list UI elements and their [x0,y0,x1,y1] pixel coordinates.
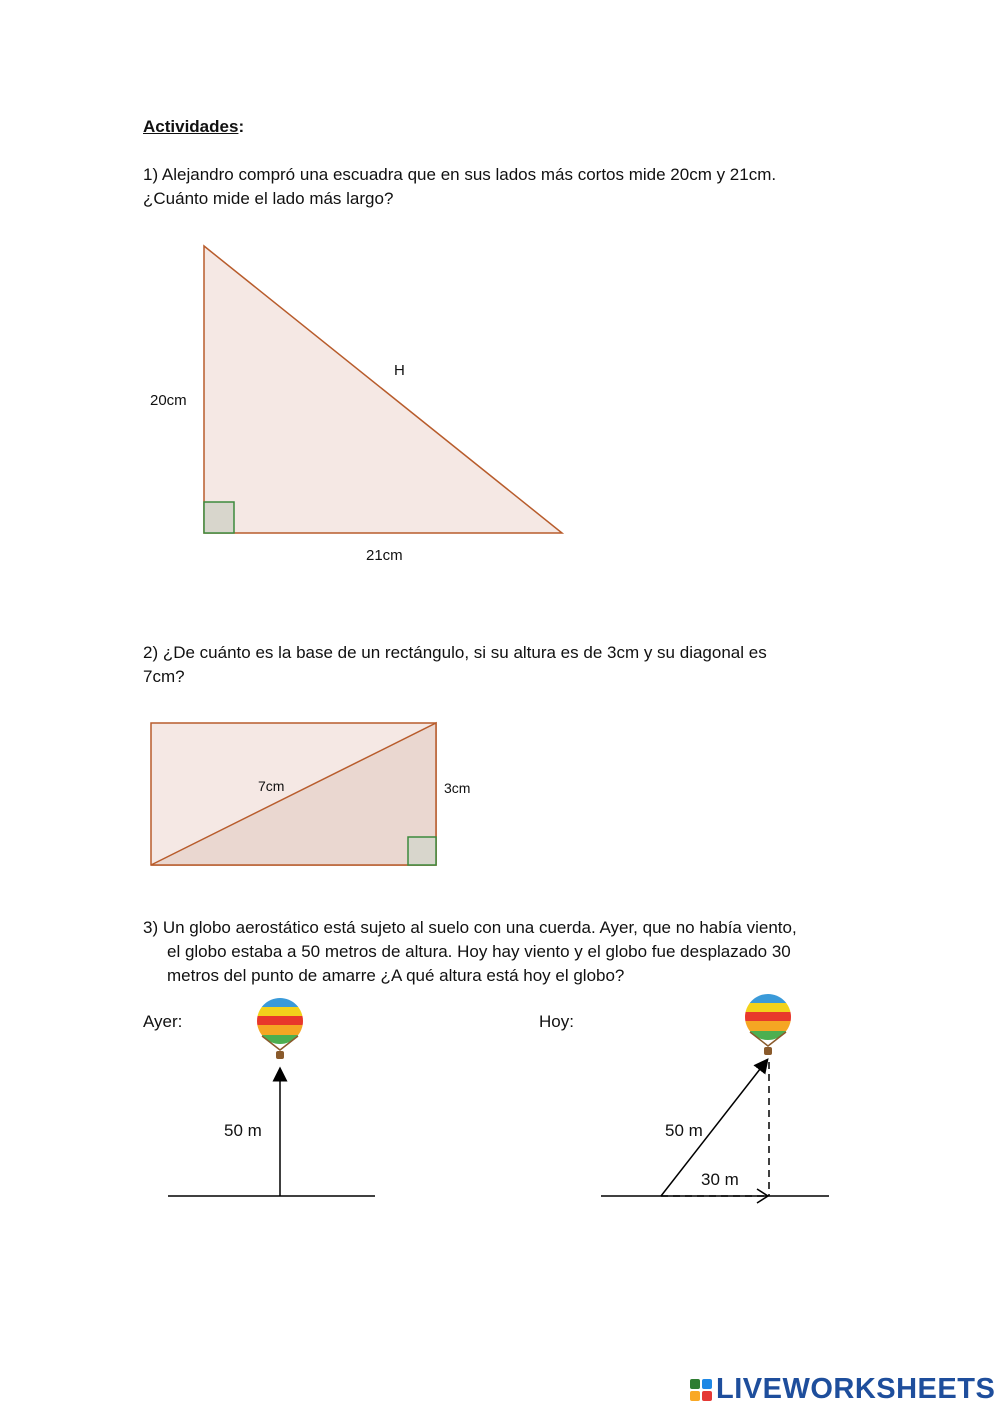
q1-base-label: 21cm [366,547,403,564]
today-balloon-icon [744,993,792,1055]
today-shift-label: 30 m [701,1170,739,1189]
q1-line-1: 1) Alejandro compró una escuadra que en sus lados más cortos mide 20cm y 21cm. [143,165,777,184]
logo-grid-icon [690,1379,712,1401]
q3-line-3: metros del punto de amarre ¿A qué altura está hoy el globo? [167,966,625,985]
today-label: Hoy: [539,1012,574,1031]
activities-title: Actividades [143,117,239,136]
q2-diagonal-label: 7cm [258,778,285,794]
q2-line-1: 2) ¿De cuánto es la base de un rectángulo, si su altura es de 3cm y su diagonal es [143,643,767,662]
q1-height-label: 20cm [150,392,187,409]
liveworksheets-logo[interactable] [690,1373,995,1406]
activities-colon: : [238,117,245,136]
q3-line-1: 3) Un globo aerostático está sujeto al suelo con una cuerda. Ayer, que no había viento, [143,918,797,937]
q1-hypotenuse-label: H [394,362,405,379]
yesterday-balloon-icon [256,997,304,1059]
logo-text: LIVEWORKSHEETS [716,1373,996,1405]
q2-line-2: 7cm? [143,667,185,686]
q2-height-label: 3cm [444,780,471,796]
q3-line-2: el globo estaba a 50 metros de altura. Hoy hay viento y el globo fue desplazado 30 [167,942,791,961]
yesterday-label: Ayer: [143,1012,183,1031]
q1-line-2: ¿Cuánto mide el lado más largo? [143,189,394,208]
yesterday-rope-label: 50 m [224,1121,262,1140]
today-rope-label: 50 m [665,1121,703,1140]
